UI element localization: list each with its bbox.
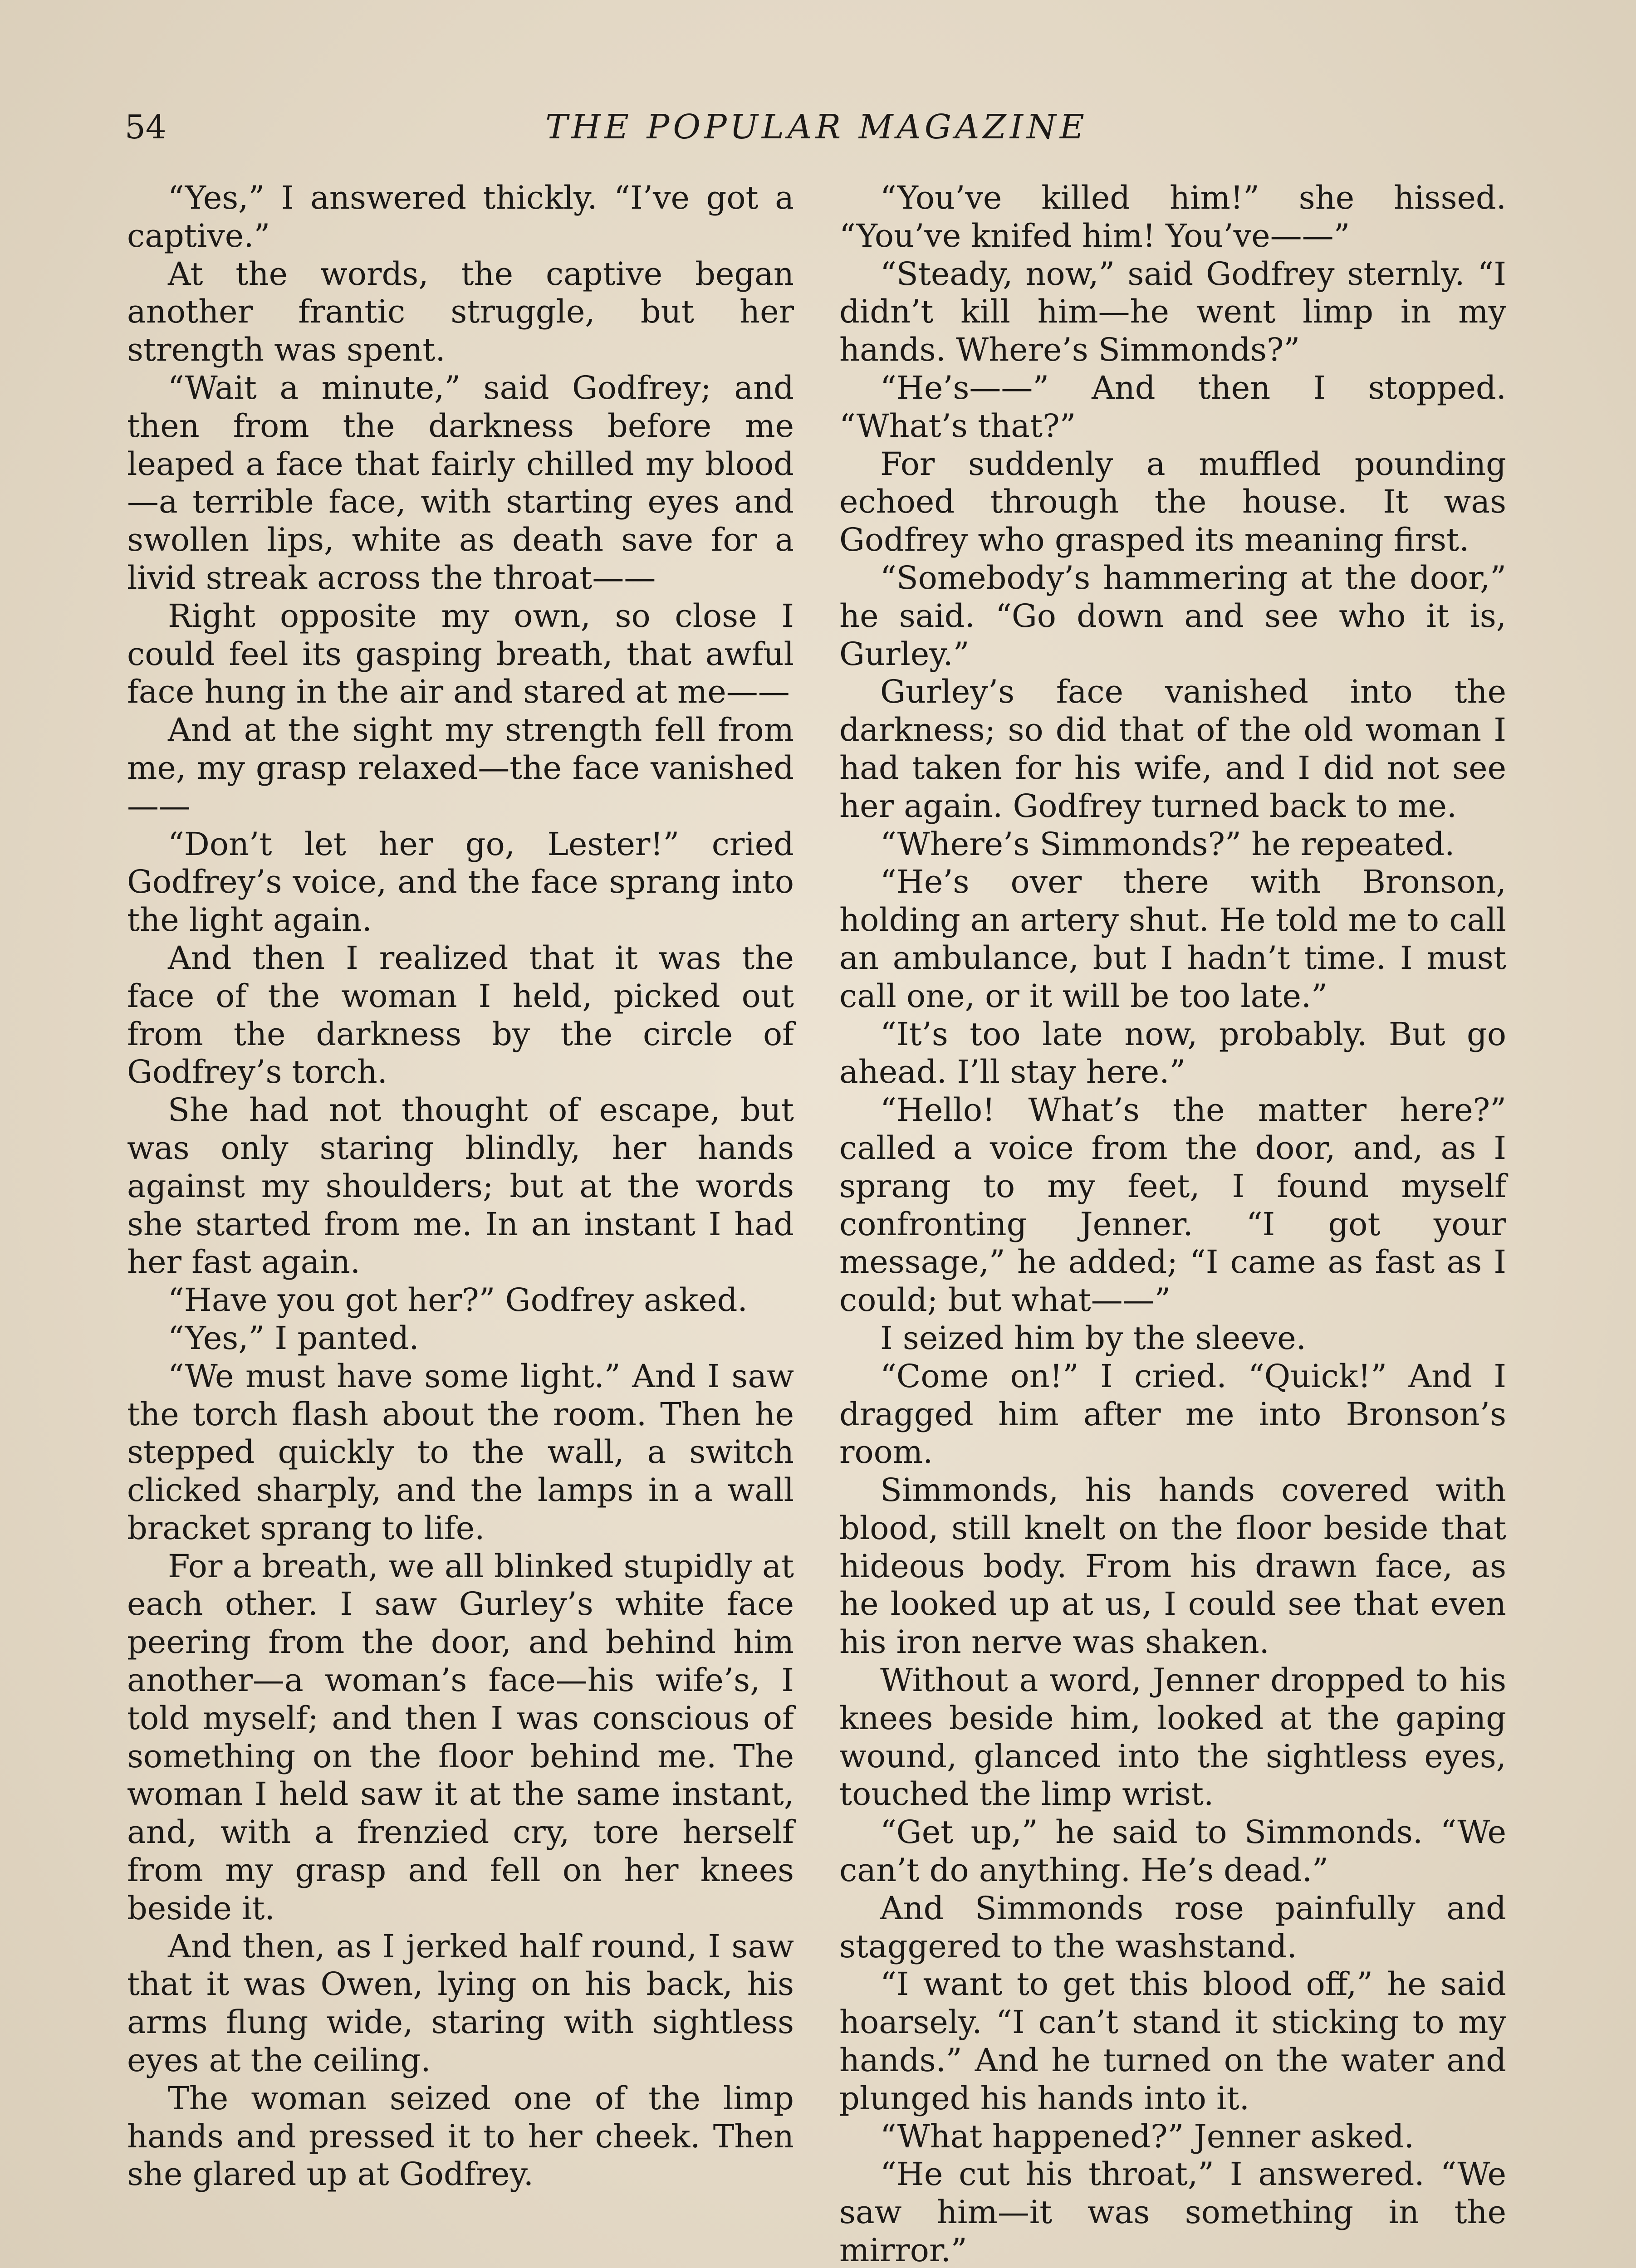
paragraph: “Come on!” I cried. “Quick!” And I dragged him after me into Bronson’s room. (839, 1357, 1506, 1471)
paragraph: I seized him by the sleeve. (880, 1319, 1306, 1357)
paragraph: At the words, the captive began another frantic struggle, but her strength was spent. (127, 255, 794, 369)
paragraph: “Get up,” he said to Simmonds. “We can’t do anything. He’s dead.” (839, 1813, 1506, 1889)
paragraph: “Steady, now,” said Godfrey sternly. “I didn’t kill him—he went limp in my hands. Where’s Simmonds?” (839, 255, 1506, 369)
page-number: 54 (125, 108, 167, 146)
paragraph: “Don’t let her go, Lester!” cried Godfrey’s voice, and the face sprang into the light again. (127, 825, 794, 939)
paragraph: “Hello! What’s the matter here?” called a voice from the door, and, as I sprang to my feet, I found myself confronting Jenner. “I got your message,” he added; “I came as fast as I could; but what——” (839, 1091, 1506, 1319)
paragraph: “What happened?” Jenner asked. (880, 2117, 1414, 2155)
paragraph: “You’ve killed him!” she hissed. “You’ve knifed him! You’ve——” (839, 179, 1506, 254)
paragraph: Gurley’s face vanished into the darkness; so did that of the old woman I had taken for his wife, and I did not see her again. Godfrey turned back to me. (839, 673, 1506, 825)
paragraph: For a breath, we all blinked stupidly at each other. I saw Gurley’s white face peering from the door, and behind him another—a woman’s face—his wife’s, I told myself; and then I was conscious of something on the floor behind me. The woman I held saw it at the same instant, and, with a frenzied cry, tore herself from my grasp and fell on her knees beside it. (127, 1547, 794, 1927)
paragraph: For suddenly a muffled pounding echoed through the house. It was Godfrey who grasped its meaning first. (839, 445, 1506, 559)
paragraph: “He’s——” And then I stopped. “What’s that?” (839, 369, 1506, 445)
paragraph: Right opposite my own, so close I could feel its gasping breath, that awful face hung in the air and stared at me—— (127, 597, 794, 711)
paragraph: “Wait a minute,” said Godfrey; and then from the darkness before me leaped a face that fairly chilled my blood—a terrible face, with starting eyes and swollen lips, white as death save for a livid streak across the throat—— (127, 369, 794, 596)
paragraph: Simmonds, his hands covered with blood, still knelt on the floor beside that hideous body. From his drawn face, as he looked up at us, I could see that even his iron nerve was shaken. (839, 1471, 1506, 1661)
paragraph: Without a word, Jenner dropped to his knees beside him, looked at the gaping wound, glanced into the sightless eyes, touched the limp wrist. (839, 1662, 1506, 1813)
page-header (125, 100, 1509, 159)
running-title: THE POPULAR MAGAZINE (545, 108, 1088, 147)
paragraph: “Where’s Simmonds?” he repeated. (880, 825, 1455, 863)
paragraph: She had not thought of escape, but was only staring blindly, her hands against my shoulders; but at the words she started from me. In an instant I had her fast again. (127, 1091, 794, 1281)
paragraph: And then, as I jerked half round, I saw that it was Owen, lying on his back, his arms flung wide, staring with sightless eyes at the ceiling. (127, 1927, 794, 2079)
paragraph: “He’s over there with Bronson, holding an artery shut. He told me to call an ambulance, but I hadn’t time. I must call one, or it will be too late.” (839, 863, 1506, 1015)
paragraph: And Simmonds rose painfully and staggered to the washstand. (839, 1889, 1506, 1965)
paragraph: And then I realized that it was the face of the woman I held, picked out from the darkness by the circle of Godfrey’s torch. (127, 939, 794, 1091)
paragraph: “Yes,” I answered thickly. “I’ve got a captive.” (127, 179, 794, 254)
paragraph: “He cut his throat,” I answered. “We saw him—it was something in the mirror.” (839, 2156, 1506, 2268)
paragraph: And at the sight my strength fell from me, my grasp relaxed—the face vanished—— (127, 711, 794, 825)
paragraph: “We must have some light.” And I saw the torch flash about the room. Then he stepped quickly to the wall, a switch clicked sharply, and the lamps in a wall bracket sprang to life. (127, 1357, 794, 1547)
paragraph: “Somebody’s hammering at the door,” he said. “Go down and see who it is, Gurley.” (839, 559, 1506, 673)
paragraph: “It’s too late now, probably. But go ahead. I’ll stay here.” (839, 1015, 1506, 1091)
paragraph: “Have you got her?” Godfrey asked. (168, 1281, 748, 1319)
paragraph: “I want to get this blood off,” he said hoarsely. “I can’t stand it sticking to my hands.” And he turned on the water and plunged his hands into it. (839, 1965, 1506, 2117)
right-column (839, 179, 1506, 2268)
left-column (127, 179, 794, 2194)
paragraph: The woman seized one of the limp hands and pressed it to her cheek. Then she glared up at Godfrey. (127, 2079, 794, 2193)
paragraph: “Yes,” I panted. (168, 1319, 419, 1357)
